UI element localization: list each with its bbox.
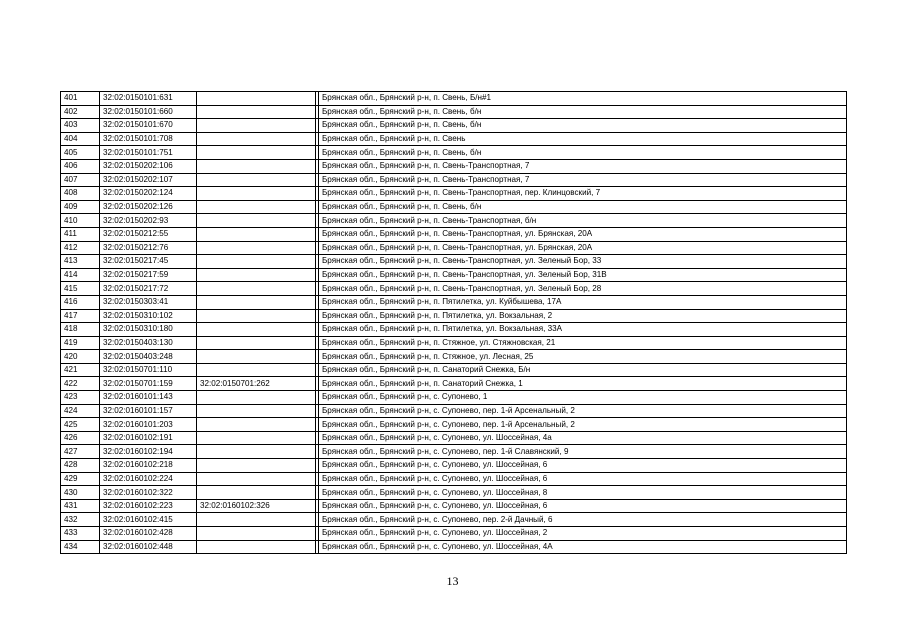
cadastral-number-cell: 32:02:0160102:448 — [100, 540, 197, 554]
table-row — [61, 92, 847, 106]
related-cadastral-number-cell — [197, 132, 316, 146]
related-cadastral-number-cell — [197, 295, 316, 309]
related-cadastral-number-cell — [197, 350, 316, 364]
row-number-cell: 401 — [61, 92, 100, 106]
cadastral-number-cell: 32:02:0160102:415 — [100, 513, 197, 527]
row-number-cell: 428 — [61, 459, 100, 473]
table-row — [61, 513, 847, 527]
table-row — [61, 418, 847, 432]
related-cadastral-number-cell — [197, 336, 316, 350]
table-row — [61, 431, 847, 445]
address-cell: Брянская обл., Брянский р-н, с. Супонево, ул. Шоссейная, 8 — [319, 486, 847, 500]
cadastral-number-cell: 32:02:0160102:224 — [100, 472, 197, 486]
address-cell: Брянская обл., Брянский р-н, п. Свень-Транспортная, ул. Зеленый Бор, 33 — [319, 255, 847, 269]
address-cell: Брянская обл., Брянский р-н, п. Пятилетка, ул. Вокзальная, 2 — [319, 309, 847, 323]
cadastral-number-cell: 32:02:0160102:428 — [100, 527, 197, 541]
row-number-cell: 415 — [61, 282, 100, 296]
cadastral-number-cell: 32:02:0150217:45 — [100, 255, 197, 269]
related-cadastral-number-cell — [197, 241, 316, 255]
row-number-cell: 421 — [61, 363, 100, 377]
address-cell: Брянская обл., Брянский р-н, п. Свень-Транспортная, ул. Брянская, 20А — [319, 241, 847, 255]
cadastral-number-cell: 32:02:0150403:130 — [100, 336, 197, 350]
row-number-cell: 403 — [61, 119, 100, 133]
cadastral-number-cell: 32:02:0150202:106 — [100, 159, 197, 173]
address-cell: Брянская обл., Брянский р-н, с. Супонево, пер. 2-й Дачный, 6 — [319, 513, 847, 527]
row-number-cell: 416 — [61, 295, 100, 309]
cadastral-number-cell: 32:02:0160101:157 — [100, 404, 197, 418]
table-row — [61, 146, 847, 160]
cadastral-number-cell: 32:02:0150217:72 — [100, 282, 197, 296]
address-cell: Брянская обл., Брянский р-н, п. Свень, Б/н#1 — [319, 92, 847, 106]
cadastral-number-cell: 32:02:0160102:194 — [100, 445, 197, 459]
table-row — [61, 309, 847, 323]
address-cell: Брянская обл., Брянский р-н, с. Супонево, ул. Шоссейная, 4а — [319, 431, 847, 445]
cadastral-number-cell: 32:02:0150202:107 — [100, 173, 197, 187]
address-cell: Брянская обл., Брянский р-н, п. Свень — [319, 132, 847, 146]
related-cadastral-number-cell — [197, 540, 316, 554]
address-cell: Брянская обл., Брянский р-н, п. Свень, б/н — [319, 200, 847, 214]
related-cadastral-number-cell — [197, 513, 316, 527]
table-row — [61, 119, 847, 133]
cadastral-number-cell: 32:02:0150212:76 — [100, 241, 197, 255]
address-cell: Брянская обл., Брянский р-н, п. Пятилетка, ул. Куйбышева, 17А — [319, 295, 847, 309]
table-row — [61, 404, 847, 418]
row-number-cell: 423 — [61, 391, 100, 405]
table-row — [61, 227, 847, 241]
cadastral-number-cell: 32:02:0160101:203 — [100, 418, 197, 432]
address-cell: Брянская обл., Брянский р-н, с. Супонево, пер. 1-й Арсенальный, 2 — [319, 418, 847, 432]
row-number-cell: 418 — [61, 323, 100, 337]
cadastral-number-cell: 32:02:0160102:322 — [100, 486, 197, 500]
cadastral-number-cell: 32:02:0150101:708 — [100, 132, 197, 146]
address-cell: Брянская обл., Брянский р-н, с. Супонево, ул. Шоссейная, 6 — [319, 472, 847, 486]
table-row — [61, 486, 847, 500]
related-cadastral-number-cell — [197, 146, 316, 160]
related-cadastral-number-cell — [197, 159, 316, 173]
table-row — [61, 350, 847, 364]
row-number-cell: 427 — [61, 445, 100, 459]
registry-table-body — [61, 92, 847, 554]
address-cell: Брянская обл., Брянский р-н, п. Свень-Транспортная, ул. Зеленый Бор, 31В — [319, 268, 847, 282]
related-cadastral-number-cell — [197, 486, 316, 500]
cadastral-number-cell: 32:02:0150701:159 — [100, 377, 197, 391]
related-cadastral-number-cell — [197, 363, 316, 377]
row-number-cell: 420 — [61, 350, 100, 364]
address-cell: Брянская обл., Брянский р-н, п. Свень-Транспортная, б/н — [319, 214, 847, 228]
table-row — [61, 187, 847, 201]
related-cadastral-number-cell — [197, 459, 316, 473]
address-cell: Брянская обл., Брянский р-н, п. Санаторий Снежка, Б/н — [319, 363, 847, 377]
address-cell: Брянская обл., Брянский р-н, п. Свень, б/н — [319, 119, 847, 133]
related-cadastral-number-cell — [197, 227, 316, 241]
row-number-cell: 425 — [61, 418, 100, 432]
table-row — [61, 200, 847, 214]
cadastral-number-cell: 32:02:0150310:102 — [100, 309, 197, 323]
table-row — [61, 527, 847, 541]
related-cadastral-number-cell — [197, 404, 316, 418]
row-number-cell: 430 — [61, 486, 100, 500]
registry-table — [60, 91, 847, 554]
related-cadastral-number-cell — [197, 119, 316, 133]
row-number-cell: 434 — [61, 540, 100, 554]
row-number-cell: 413 — [61, 255, 100, 269]
related-cadastral-number-cell — [197, 472, 316, 486]
address-cell: Брянская обл., Брянский р-н, с. Супонево, ул. Шоссейная, 2 — [319, 527, 847, 541]
address-cell: Брянская обл., Брянский р-н, п. Свень, б/н — [319, 105, 847, 119]
related-cadastral-number-cell: 32:02:0150701:262 — [197, 377, 316, 391]
address-cell: Брянская обл., Брянский р-н, п. Свень, б/н — [319, 146, 847, 160]
address-cell: Брянская обл., Брянский р-н, п. Свень-Транспортная, 7 — [319, 173, 847, 187]
related-cadastral-number-cell — [197, 173, 316, 187]
cadastral-number-cell: 32:02:0150202:126 — [100, 200, 197, 214]
row-number-cell: 414 — [61, 268, 100, 282]
related-cadastral-number-cell — [197, 200, 316, 214]
address-cell: Брянская обл., Брянский р-н, с. Супонево, ул. Шоссейная, 6 — [319, 499, 847, 513]
table-row — [61, 295, 847, 309]
cadastral-number-cell: 32:02:0150303:41 — [100, 295, 197, 309]
table-row — [61, 472, 847, 486]
row-number-cell: 417 — [61, 309, 100, 323]
cadastral-number-cell: 32:02:0160102:223 — [100, 499, 197, 513]
table-row — [61, 159, 847, 173]
related-cadastral-number-cell — [197, 214, 316, 228]
related-cadastral-number-cell — [197, 309, 316, 323]
page-number: 13 — [446, 574, 459, 588]
table-row — [61, 241, 847, 255]
cadastral-number-cell: 32:02:0160102:218 — [100, 459, 197, 473]
row-number-cell: 419 — [61, 336, 100, 350]
related-cadastral-number-cell — [197, 527, 316, 541]
table-row — [61, 363, 847, 377]
address-cell: Брянская обл., Брянский р-н, п. Стяжное, ул. Стяжновская, 21 — [319, 336, 847, 350]
row-number-cell: 406 — [61, 159, 100, 173]
address-cell: Брянская обл., Брянский р-н, с. Супонево, пер. 1-й Славянский, 9 — [319, 445, 847, 459]
address-cell: Брянская обл., Брянский р-н, с. Супонево, пер. 1-й Арсенальный, 2 — [319, 404, 847, 418]
table-row — [61, 336, 847, 350]
row-number-cell: 412 — [61, 241, 100, 255]
related-cadastral-number-cell — [197, 255, 316, 269]
related-cadastral-number-cell — [197, 418, 316, 432]
table-row — [61, 377, 847, 391]
cadastral-number-cell: 32:02:0150212:55 — [100, 227, 197, 241]
address-cell: Брянская обл., Брянский р-н, п. Свень-Транспортная, 7 — [319, 159, 847, 173]
cadastral-number-cell: 32:02:0150403:248 — [100, 350, 197, 364]
address-cell: Брянская обл., Брянский р-н, п. Санаторий Снежка, 1 — [319, 377, 847, 391]
related-cadastral-number-cell — [197, 323, 316, 337]
address-cell: Брянская обл., Брянский р-н, п. Пятилетка, ул. Вокзальная, 33А — [319, 323, 847, 337]
address-cell: Брянская обл., Брянский р-н, п. Свень-Транспортная, ул. Брянская, 20А — [319, 227, 847, 241]
table-row — [61, 173, 847, 187]
table-row — [61, 499, 847, 513]
row-number-cell: 411 — [61, 227, 100, 241]
table-row — [61, 391, 847, 405]
related-cadastral-number-cell — [197, 92, 316, 106]
cadastral-number-cell: 32:02:0150101:751 — [100, 146, 197, 160]
table-row — [61, 540, 847, 554]
related-cadastral-number-cell — [197, 268, 316, 282]
row-number-cell: 410 — [61, 214, 100, 228]
address-cell: Брянская обл., Брянский р-н, п. Свень-Транспортная, ул. Зеленый Бор, 28 — [319, 282, 847, 296]
cadastral-number-cell: 32:02:0160102:191 — [100, 431, 197, 445]
row-number-cell: 407 — [61, 173, 100, 187]
table-row — [61, 445, 847, 459]
row-number-cell: 422 — [61, 377, 100, 391]
row-number-cell: 433 — [61, 527, 100, 541]
table-row — [61, 255, 847, 269]
cadastral-number-cell: 32:02:0150101:660 — [100, 105, 197, 119]
row-number-cell: 424 — [61, 404, 100, 418]
related-cadastral-number-cell — [197, 282, 316, 296]
table-row — [61, 105, 847, 119]
row-number-cell: 405 — [61, 146, 100, 160]
related-cadastral-number-cell: 32:02:0160102:326 — [197, 499, 316, 513]
related-cadastral-number-cell — [197, 105, 316, 119]
row-number-cell: 426 — [61, 431, 100, 445]
cadastral-number-cell: 32:02:0150217:59 — [100, 268, 197, 282]
cadastral-number-cell: 32:02:0160101:143 — [100, 391, 197, 405]
cadastral-number-cell: 32:02:0150310:180 — [100, 323, 197, 337]
cadastral-number-cell: 32:02:0150101:670 — [100, 119, 197, 133]
address-cell: Брянская обл., Брянский р-н, с. Супонево, ул. Шоссейная, 6 — [319, 459, 847, 473]
table-row — [61, 132, 847, 146]
related-cadastral-number-cell — [197, 187, 316, 201]
table-row — [61, 282, 847, 296]
related-cadastral-number-cell — [197, 391, 316, 405]
address-cell: Брянская обл., Брянский р-н, с. Супонево, 1 — [319, 391, 847, 405]
row-number-cell: 429 — [61, 472, 100, 486]
row-number-cell: 404 — [61, 132, 100, 146]
cadastral-number-cell: 32:02:0150202:124 — [100, 187, 197, 201]
address-cell: Брянская обл., Брянский р-н, п. Стяжное, ул. Лесная, 25 — [319, 350, 847, 364]
row-number-cell: 431 — [61, 499, 100, 513]
related-cadastral-number-cell — [197, 445, 316, 459]
cadastral-number-cell: 32:02:0150202:93 — [100, 214, 197, 228]
cadastral-number-cell: 32:02:0150101:631 — [100, 92, 197, 106]
table-row — [61, 214, 847, 228]
row-number-cell: 409 — [61, 200, 100, 214]
cadastral-number-cell: 32:02:0150701:110 — [100, 363, 197, 377]
table-row — [61, 323, 847, 337]
row-number-cell: 402 — [61, 105, 100, 119]
related-cadastral-number-cell — [197, 431, 316, 445]
table-row — [61, 268, 847, 282]
address-cell: Брянская обл., Брянский р-н, с. Супонево, ул. Шоссейная, 4А — [319, 540, 847, 554]
address-cell: Брянская обл., Брянский р-н, п. Свень-Транспортная, пер. Клинцовский, 7 — [319, 187, 847, 201]
row-number-cell: 432 — [61, 513, 100, 527]
row-number-cell: 408 — [61, 187, 100, 201]
table-row — [61, 459, 847, 473]
